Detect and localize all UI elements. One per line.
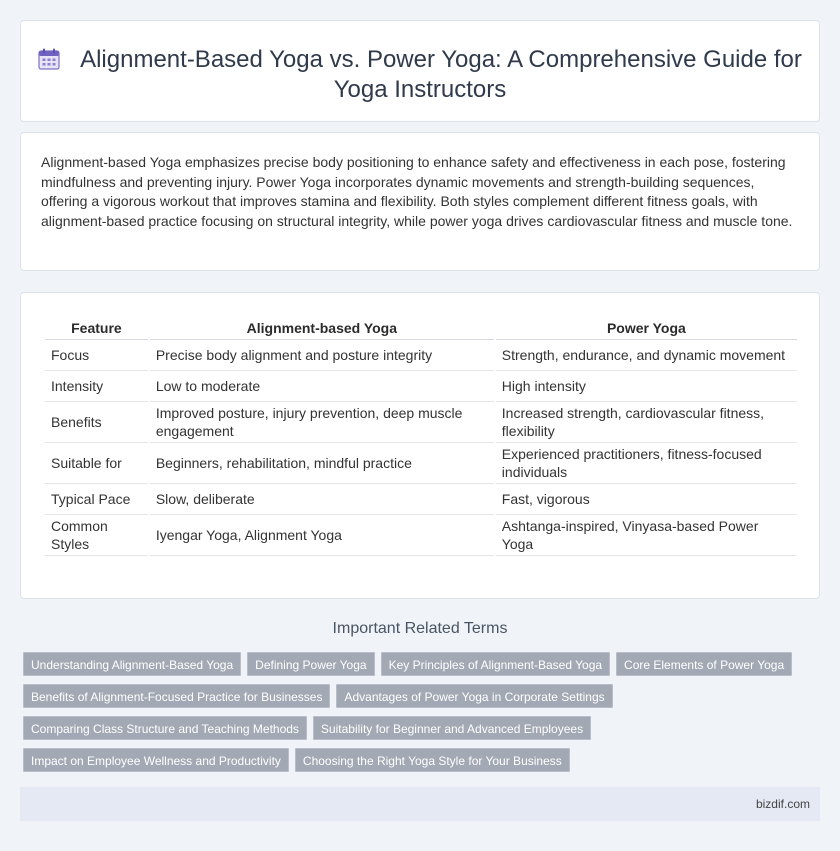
table-cell-feature: Intensity	[45, 371, 148, 402]
table-cell-feature: Typical Pace	[45, 484, 148, 515]
table-cell-alignment: Iyengar Yoga, Alignment Yoga	[150, 515, 494, 556]
table-cell-feature: Suitable for	[45, 443, 148, 484]
related-term-tag[interactable]: Understanding Alignment-Based Yoga	[23, 652, 241, 676]
table-cell-alignment: Beginners, rehabilitation, mindful practice	[150, 443, 494, 484]
column-header-feature: Feature	[45, 315, 148, 340]
related-term-tag[interactable]: Key Principles of Alignment-Based Yoga	[381, 652, 610, 676]
comparison-table	[43, 315, 799, 556]
footer	[20, 787, 820, 821]
table-header-row	[45, 315, 797, 340]
table-cell-feature: Benefits	[45, 402, 148, 443]
table-row	[45, 371, 797, 402]
table-cell-alignment: Slow, deliberate	[150, 484, 494, 515]
table-cell-power: Strength, endurance, and dynamic movement	[496, 340, 797, 371]
footer-brand-link[interactable]: bizdif.com	[755, 797, 810, 811]
table-row	[45, 443, 797, 484]
related-term-tag[interactable]: Defining Power Yoga	[247, 652, 374, 676]
table-row	[45, 402, 797, 443]
related-term-tag[interactable]: Advantages of Power Yoga in Corporate Settings	[336, 684, 612, 708]
comparison-table-card	[20, 292, 820, 599]
table-cell-power: Fast, vigorous	[496, 484, 797, 515]
table-cell-power: Ashtanga-inspired, Vinyasa-based Power Yoga	[496, 515, 797, 556]
header-card	[20, 20, 820, 122]
related-terms-heading: Important Related Terms	[332, 620, 508, 637]
related-term-tag[interactable]: Comparing Class Structure and Teaching Methods	[23, 716, 307, 740]
related-term-tag[interactable]: Benefits of Alignment-Focused Practice for Businesses	[23, 684, 330, 708]
table-cell-alignment: Low to moderate	[150, 371, 494, 402]
table-cell-alignment: Improved posture, injury prevention, deep muscle engagement	[150, 402, 494, 443]
table-row	[45, 515, 797, 556]
table-cell-feature: Common Styles	[45, 515, 148, 556]
table-row	[45, 340, 797, 371]
table-cell-alignment: Precise body alignment and posture integrity	[150, 340, 494, 371]
calendar-icon	[38, 48, 60, 70]
intro-paragraph: Alignment-based Yoga emphasizes precise body positioning to enhance safety and effectiveness in each pose, fostering mindfulness and preventing injury. Power Yoga incorporates dynamic movements and strength-building sequences, offering a vigorous workout that improves stamina and flexibility. Both styles complement different fitness goals, with alignment-based practice focusing on structural integrity, while power yoga drives cardiovascular fitness and muscle tone.	[41, 154, 793, 229]
related-terms-tags	[23, 652, 823, 780]
page-title-text: Alignment-Based Yoga vs. Power Yoga: A Comprehensive Guide for Yoga Instructors	[80, 46, 802, 103]
table-cell-power: Increased strength, cardiovascular fitness, flexibility	[496, 402, 797, 443]
related-term-tag[interactable]: Suitability for Beginner and Advanced Employees	[313, 716, 591, 740]
intro-card	[20, 132, 820, 271]
table-cell-power: High intensity	[496, 371, 797, 402]
table-cell-feature: Focus	[45, 340, 148, 371]
column-header-alignment: Alignment-based Yoga	[150, 315, 494, 340]
page-title	[21, 45, 819, 105]
table-cell-power: Experienced practitioners, fitness-focused individuals	[496, 443, 797, 484]
table-row	[45, 484, 797, 515]
related-term-tag[interactable]: Impact on Employee Wellness and Productivity	[23, 748, 289, 772]
related-term-tag[interactable]: Core Elements of Power Yoga	[616, 652, 792, 676]
column-header-power: Power Yoga	[496, 315, 797, 340]
related-term-tag[interactable]: Choosing the Right Yoga Style for Your Business	[295, 748, 570, 772]
